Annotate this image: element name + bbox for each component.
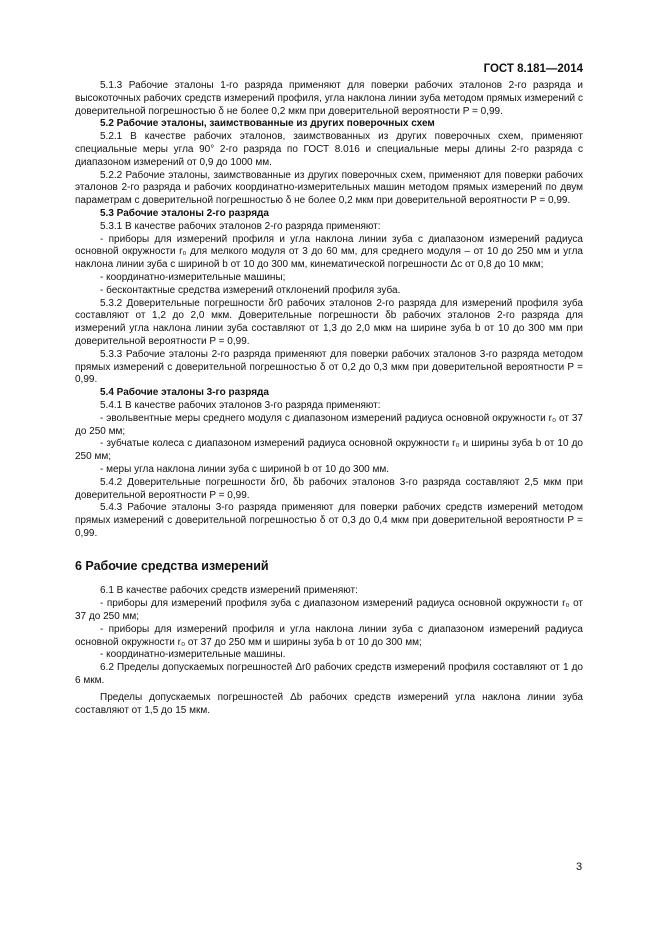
list-item: - зубчатые колеса с диапазоном измерений радиуса основной окружности r₀ и ширины зуба b от 10 до 250 мм; <box>75 438 583 463</box>
list-item: - бесконтактные средства измерений отклонений профиля зуба. <box>100 284 401 296</box>
paragraph-5-4-2: 5.4.2 Доверительные погрешности δr0, δb рабочих эталонов 3-го разряда составляют 2,5 мкм при доверительной вероятности P = 0,99. <box>75 476 583 501</box>
paragraph-6-2-b: Пределы допускаемых погрешностей Δb рабочих средств измерений угла наклона линии зуба составляют от 1,5 до 15 мкм. <box>75 691 583 716</box>
paragraph-5-3-2: 5.3.2 Доверительные погрешности δr0 рабочих эталонов 2-го разряда для измерений профиля зуба составляют от 1,2 до 2,0 мкм. Доверительные погрешности δb рабочих эталонов 2-го разряда для измерений угла наклона линии зуба составляют от 1,3 до 2,0 мкм на ширине зуба b от 10 до 300 мм при доверительной вероятности P = 0,99. <box>75 297 583 347</box>
heading-5-4: 5.4 Рабочие эталоны 3-го разряда <box>100 387 269 399</box>
heading-5-3: 5.3 Рабочие эталоны 2-го разряда <box>100 207 269 219</box>
list-item: - приборы для измерений профиля зуба с диапазоном измерений радиуса основной окружности r₀ от 37 до 250 мм; <box>75 598 583 623</box>
paragraph-5-1-3: 5.1.3 Рабочие эталоны 1-го разряда применяют для поверки рабочих эталонов 2-го разряда и высокоточных рабочих средств измерений профиля, угла наклона линии зуба методом прямых измерений с доверительной погрешностью δ не более 0,2 мкм при доверительной вероятности P = 0,99. <box>75 80 583 117</box>
list-item: - меры угла наклона линии зуба с шириной b от 10 до 300 мм. <box>100 463 390 475</box>
document-body <box>75 80 583 717</box>
paragraph-5-4-3: 5.4.3 Рабочие эталоны 3-го разряда применяют для поверки рабочих средств измерений методом прямых измерений с доверительной погрешностью δ от 0,3 до 0,4 мкм при доверительной вероятности P = 0,99. <box>75 502 583 539</box>
paragraph-6-1: 6.1 В качестве рабочих средств измерений применяют: <box>100 585 358 597</box>
paragraph-6-2: 6.2 Пределы допускаемых погрешностей Δr0 рабочих средств измерений профиля составляют от 1 до 6 мкм. <box>75 662 583 687</box>
paragraph-5-3-3: 5.3.3 Рабочие эталоны 2-го разряда применяют для поверки рабочих эталонов 3-го разряда методом прямых измерений с доверительной погрешностью δ от 0,2 до 0,3 мкм при доверительной вероятности P = 0,99. <box>75 348 583 386</box>
paragraph-5-3-1: 5.3.1 В качестве рабочих эталонов 2-го разряда применяют: <box>100 220 381 232</box>
heading-5-2: 5.2 Рабочие эталоны, заимствованные из других поверочных схем <box>100 118 435 130</box>
list-item: - координатно-измерительные машины; <box>100 271 286 283</box>
paragraph-5-4-1: 5.4.1 В качестве рабочих эталонов 3-го разряда применяют: <box>100 399 381 411</box>
paragraph-5-2-2: 5.2.2 Рабочие эталоны, заимствованные из других поверочных схем, применяют для поверки рабочих эталонов 2-го разряда и рабочих координатно-измерительных машин методом прямых измерений по двум параметрам с доверительной погрешностью δ не более 0,2 мкм при доверительной вероятности P = 0,99. <box>75 169 583 207</box>
list-item: - координатно-измерительные машины. <box>100 649 286 661</box>
page-number: 3 <box>576 861 583 873</box>
list-item: - приборы для измерений профиля и угла наклона линии зуба с диапазоном измерений радиуса основной окружности r₀ от 37 до 250 мм и ширины зуба b от 10 до 300 мм; <box>75 623 583 648</box>
section-6-title: 6 Рабочие средства измерений <box>75 558 269 573</box>
list-item: - приборы для измерений профиля и угла наклона линии зуба с диапазоном измерений радиуса основной окружности r₀ для мелкого модуля от 3 до 60 мм, для среднего модуля – от 10 до 250 мм и угла наклона линии зуба с шириной b от 10 до 300 мм, кинематической погрешности Δс от 0,8 до 10 мкм; <box>75 233 583 271</box>
list-item: - эвольвентные меры среднего модуля с диапазоном измерений радиуса основной окружности r₀ от 37 до 250 мм; <box>75 412 583 437</box>
paragraph-5-2-1: 5.2.1 В качестве рабочих эталонов, заимствованных из других поверочных схем, применяют специальные меры угла 90° 2-го разряда по ГОСТ 8.016 и специальные меры длины 2-го разряда с диапазоном измерений от 0,9 до 1000 мм. <box>75 131 583 168</box>
document-id: ГОСТ 8.181—2014 <box>483 63 583 75</box>
